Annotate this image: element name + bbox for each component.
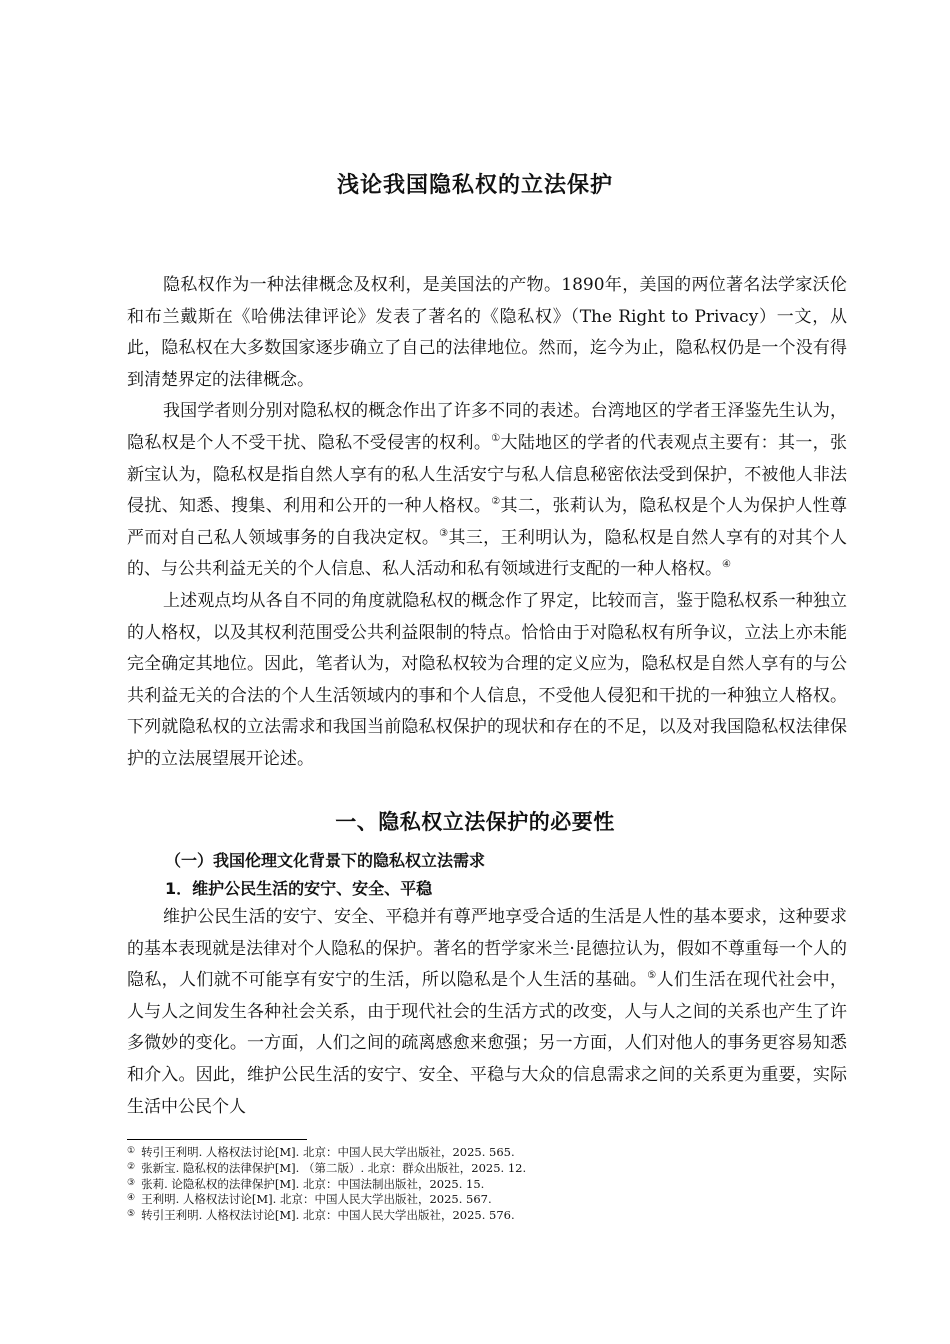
footnote-mark: ③: [127, 1177, 136, 1188]
footnote-item: [127, 1144, 847, 1160]
paragraph-2-text-b: 大陆地区的学者的代表观点主要有：其一，张新宝认为，隐私权是指自然人享有的私人生活安宁与私人信息秘密依法受到保护，不被他人非法侵扰、知悉、搜集、利用和公开的一种人格权。: [127, 432, 848, 517]
footnote-item: [127, 1207, 847, 1223]
paragraph-2-text-d: 其三，王利明认为，隐私权是自然人享有的对其个人的、与公共利益无关的个人信息、私人活动和私有领域进行支配的一种人格权。: [127, 527, 848, 580]
footnote-separator: [127, 1139, 307, 1140]
paragraph-2-text-a: 我国学者则分别对隐私权的概念作出了许多不同的表述。台湾地区的学者王泽鉴先生认为，隐私权是个人不受干扰、隐私不受侵害的权利。: [127, 401, 847, 453]
paragraph-1: 隐私权作为一种法律概念及权利，是美国法的产物。1890年，美国的两位著名法学家沃伦和布兰戴斯在《哈佛法律评论》发表了著名的《隐私权》（The Right to Privacy）一文，从此，隐私权在大多数国家逐步确立了自己的法律地位。然而，迄今为止，隐私权仍是一个没有得到清楚界定的法律概念。: [127, 275, 847, 390]
footnote-ref-1[interactable]: ①: [491, 432, 501, 444]
footnote-ref-3[interactable]: ③: [439, 527, 449, 539]
paragraph-2: [127, 396, 847, 586]
subsection-heading-1: （一）我国伦理文化背景下的隐私权立法需求: [165, 851, 486, 870]
footnote-text: 转引王利明. 人格权法讨论[M]. 北京：中国人民大学出版社，2025. 565.: [141, 1145, 515, 1159]
footnote-mark: ⑤: [127, 1209, 136, 1220]
paragraph-4: [127, 902, 847, 1123]
footnote-item: [127, 1160, 847, 1176]
subsubsection-heading-1: 1．维护公民生活的安宁、安全、平稳: [165, 879, 433, 898]
footnote-item: [127, 1191, 847, 1207]
paragraph-4-text-b: 人们生活在现代社会中，人与人之间发生各种社会关系，由于现代社会的生活方式的改变，人与人之间的关系也产生了许多微妙的变化。一方面，人们之间的疏离感愈来愈强；另一方面，人们对他人的事务更容易知悉和介入。因此，维护公民生活的安宁、安全、平稳与大众的信息需求之间的关系更为重要，实际生活中公民个人: [127, 970, 847, 1117]
footnote-mark: ①: [127, 1146, 136, 1156]
section-1-body: [127, 902, 847, 1123]
footnote-mark: ②: [127, 1161, 136, 1172]
section-heading-1: 一、隐私权立法保护的必要性: [335, 810, 615, 834]
paragraph-4-text-a: 维护公民生活的安宁、安全、平稳并有尊严地享受合适的生活是人性的基本要求，这种要求的基本表现就是法律对个人隐私的保护。著名的哲学家米兰·昆德拉认为，假如不尊重每一个人的隐私，人们就不可能享有安宁的生活，所以隐私是个人生活的基础。: [127, 907, 847, 991]
footnote-ref-2[interactable]: ②: [491, 496, 501, 508]
footnote-ref-5[interactable]: ⑤: [647, 970, 657, 982]
footnote-text: 王利明. 人格权法讨论[M]. 北京：中国人民大学出版社，2025. 567.: [141, 1192, 492, 1207]
intro-section: [127, 270, 847, 776]
footnote-text: 张新宝. 隐私权的法律保护[M]. （第二版）. 北京：群众出版社，2025. 12.: [141, 1160, 527, 1175]
footnote-mark: ④: [127, 1193, 136, 1204]
footnote-item: [127, 1176, 847, 1192]
footnote-list: [127, 1144, 847, 1223]
footnote-ref-4[interactable]: ④: [722, 559, 731, 571]
paragraph-3: 上述观点均从各自不同的角度就隐私权的概念作了界定，比较而言，鉴于隐私权系一种独立的人格权，以及其权利范围受公共利益限制的特点。恰恰由于对隐私权有所争议，立法上亦未能完全确定其地位。因此，笔者认为，对隐私权较为合理的定义应为，隐私权是自然人享有的与公共利益无关的合法的个人生活领域内的事和个人信息，不受他人侵犯和干扰的一种独立人格权。下列就隐私权的立法需求和我国当前隐私权保护的现状和存在的不足，以及对我国隐私权法律保护的立法展望展开论述。: [127, 590, 847, 769]
paper-title: 浅论我国隐私权的立法保护: [336, 173, 613, 198]
footnote-text: 张莉. 论隐私权的法律保护[M]. 北京：中国法制出版社，2025. 15.: [141, 1176, 485, 1191]
footnote-text: 转引王利明. 人格权法讨论[M]. 北京：中国人民大学出版社，2025. 576.: [141, 1208, 515, 1223]
paragraph-2-text-c: 其二，张莉认为，隐私权是个人为保护人性尊严而对自己私人领域事务的自我决定权。: [127, 496, 848, 548]
